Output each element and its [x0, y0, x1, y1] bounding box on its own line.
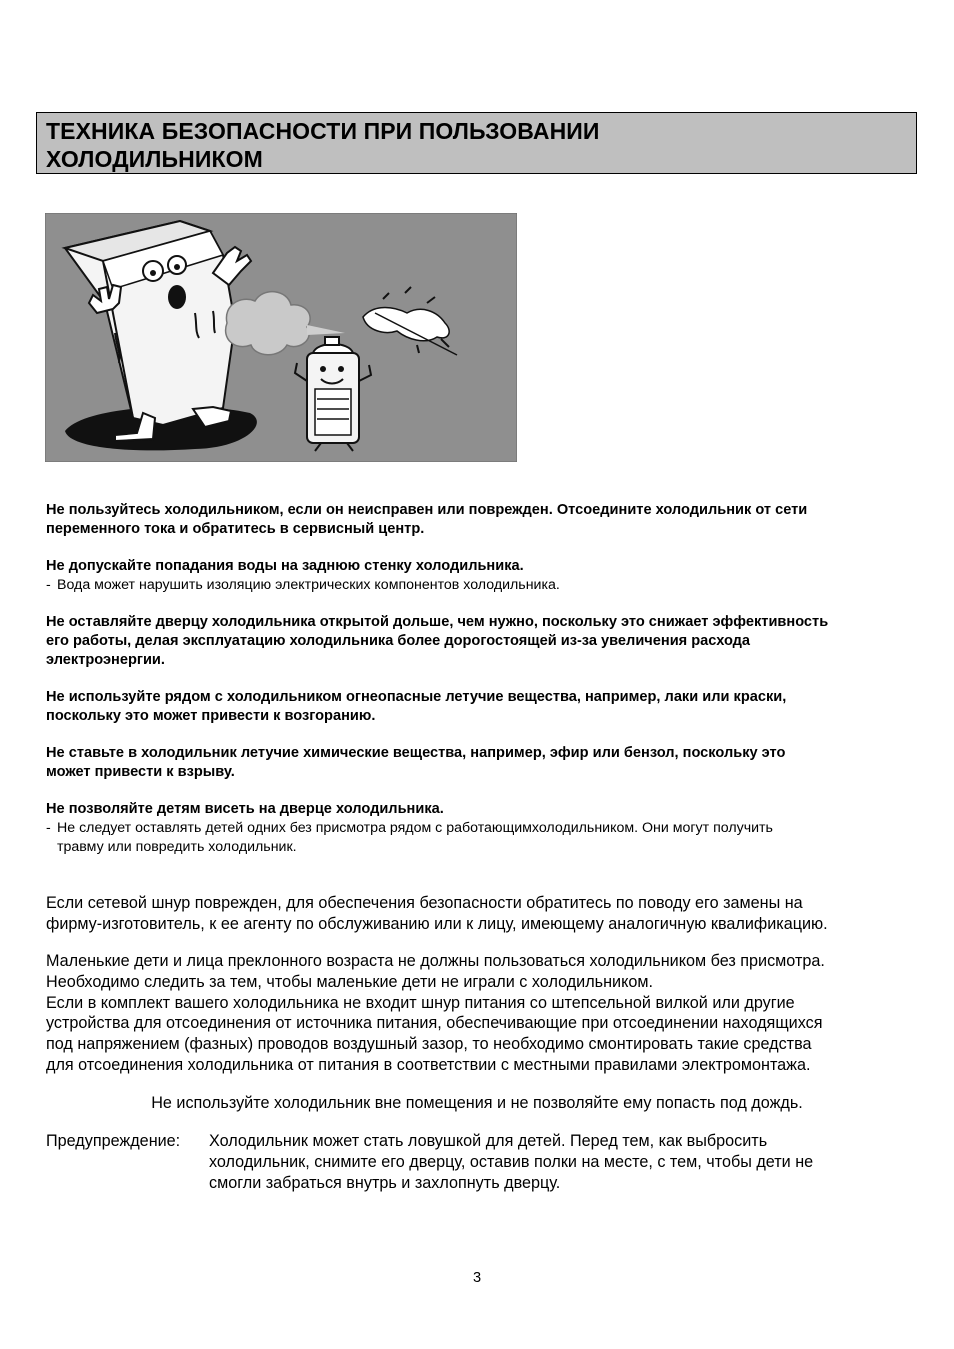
section-title-line-1: ТЕХНИКА БЕЗОПАСНОСТИ ПРИ ПОЛЬЗОВАНИИ: [46, 118, 600, 144]
rule-3-line-3: электроэнергии.: [46, 652, 165, 668]
section-title-line-2: ХОЛОДИЛЬНИКОМ: [46, 146, 263, 172]
warning-line-1: Холодильник может стать ловушкой для детей. Перед тем, как выбросить: [209, 1132, 768, 1150]
section-title-box: [36, 112, 917, 174]
rule-3-line-2: его работы, делая эксплуатацию холодильника более дорогостоящей из-за увеличения расхода: [46, 633, 751, 649]
rule-1-line-2: переменного тока и обратитесь в сервисный центр.: [46, 521, 425, 537]
paragraph-children-line-1: Маленькие дети и лица преклонного возраста не должны пользоваться холодильником без присмотра.: [46, 952, 825, 970]
rule-5: [46, 744, 785, 782]
rule-1: [46, 501, 807, 539]
paragraph-cord-line-2: фирму-изготовитель, к ее агенту по обслуживанию или к лицу, имеющему аналогичную квалификацию.: [46, 914, 828, 933]
rule-2-line-1: Не допускайте попадания воды на заднюю стенку холодильника.: [46, 558, 524, 574]
rule-6-line-1: Не позволяйте детям висеть на дверце холодильника.: [46, 801, 444, 817]
rule-3: [46, 613, 828, 670]
rule-4: [46, 688, 786, 726]
paragraph-cord-line-1: Если сетевой шнур поврежден, для обеспечения безопасности обратитесь по поводу его замены на: [46, 894, 803, 912]
paragraph-children-line-5: под напряжением (фазных) проводов воздушный зазор, то необходимо смонтировать такие средства: [46, 1035, 812, 1054]
rule-6-note-line-1: Не следует оставлять детей одних без присмотра рядом с работающимхолодильником. Они могут получить: [57, 820, 773, 836]
rule-2-note-line-1: Вода может нарушить изоляцию электрических компонентов холодильника.: [57, 577, 560, 593]
refrigerator-spray-illustration: [45, 213, 517, 462]
rule-2-note: [46, 576, 560, 595]
paragraph-children-line-6: для отсоединения холодильника от питания в соответствии с местными правилами электромонтажа.: [46, 1055, 811, 1074]
rule-4-line-1: Не используйте рядом с холодильником огнеопасные летучие вещества, например, лаки или краски,: [46, 689, 787, 705]
paragraph-children-line-3: Если в комплект вашего холодильника не входит шнур питания со штепсельной вилкой или другие: [46, 993, 795, 1012]
paragraph-cord: [46, 893, 828, 935]
rule-5-line-1: Не ставьте в холодильник летучие химические вещества, например, эфир или бензол, поскольку это: [46, 745, 786, 761]
paragraph-children-line-4: устройства для отсоединения от источника питания, обеспечивающие при отсоединении находящихся: [46, 1014, 823, 1033]
rule-3-line-1: Не оставляйте дверцу холодильника открытой дольше, чем нужно, поскольку это снижает эффективность: [46, 614, 829, 630]
paragraph-children-line-2: Необходимо следить за тем, чтобы маленькие дети не играли с холодильником.: [46, 972, 653, 991]
warning-label: Предупреждение:: [46, 1132, 181, 1150]
rule-1-line-1: Не пользуйтесь холодильником, если он неисправен или поврежден. Отсоедините холодильник от сети: [46, 502, 808, 518]
rule-5-line-2: может привести к взрыву.: [46, 764, 235, 780]
paragraph-children: [46, 951, 825, 1076]
rule-6-note: [46, 819, 773, 857]
note-dash: -: [46, 577, 51, 593]
warning-text: [209, 1131, 889, 1194]
rule-6: [46, 800, 773, 857]
outdoor-note: Не используйте холодильник вне помещения и не позволяйте ему попасть под дождь.: [151, 1094, 803, 1112]
page-number: 3: [472, 1270, 482, 1286]
note-dash: -: [46, 820, 51, 836]
rule-2: [46, 557, 560, 595]
warning-line-2: холодильник, снимите его дверцу, оставив полки на месте, с тем, чтобы дети не: [209, 1153, 814, 1171]
rule-6-note-line-2: травму или повредить холодильник.: [57, 839, 297, 855]
warning-line-3: смогли забраться внутрь и захлопнуть дверцу.: [209, 1174, 561, 1192]
rule-4-line-2: поскольку это может привести к возгоранию.: [46, 708, 376, 724]
